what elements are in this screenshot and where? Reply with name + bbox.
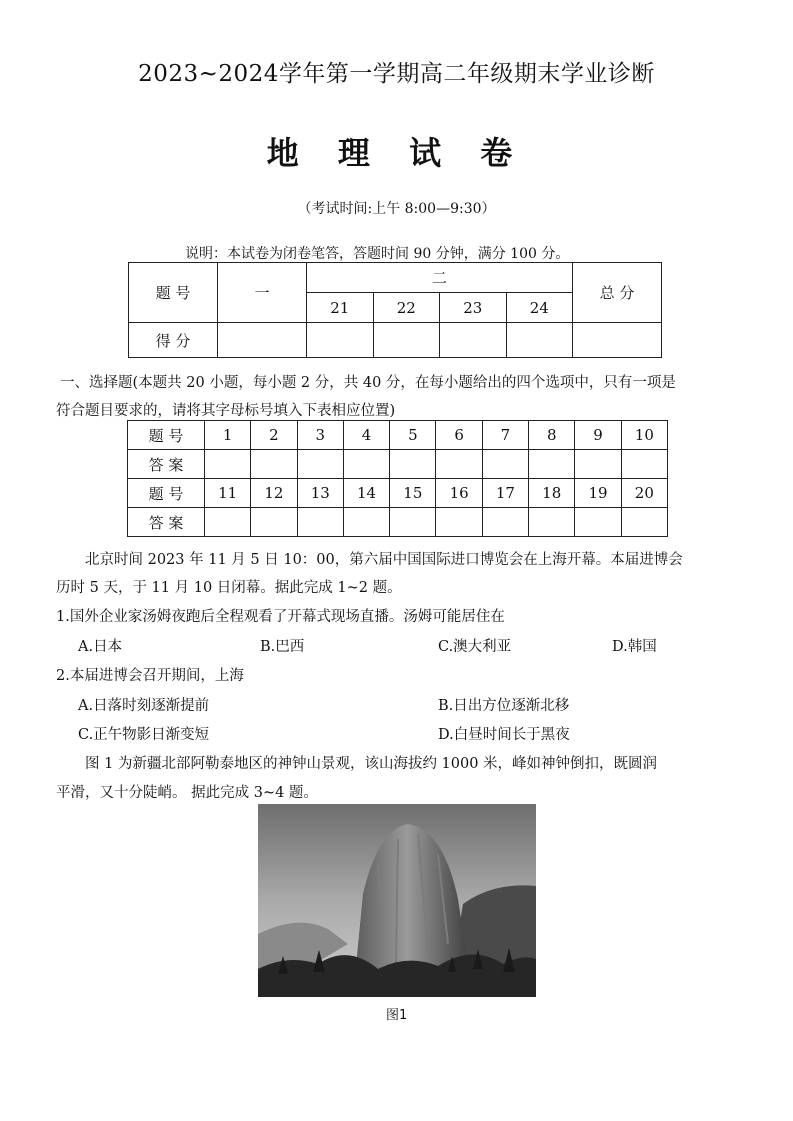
answer-label-answer: 答 案	[128, 450, 205, 479]
answer-label-number: 题 号	[128, 421, 205, 450]
score-label-score: 得 分	[129, 323, 218, 358]
answer-number: 19	[575, 479, 621, 508]
answer-cell[interactable]	[297, 508, 343, 537]
answer-cell[interactable]	[390, 450, 436, 479]
answer-number: 9	[575, 421, 621, 450]
answer-label-answer: 答 案	[128, 508, 205, 537]
answer-cell[interactable]	[343, 508, 389, 537]
answer-cell[interactable]	[575, 450, 621, 479]
answer-number: 18	[529, 479, 575, 508]
score-cell[interactable]	[307, 323, 374, 358]
q2-option-d[interactable]: D.白昼时间长于黑夜	[438, 727, 570, 743]
answer-number: 20	[621, 479, 667, 508]
score-table	[128, 262, 662, 358]
answer-number: 5	[390, 421, 436, 450]
answer-cell[interactable]	[529, 450, 575, 479]
section1-intro-line2: 符合题目要求的，请将其字母标号填入下表相应位置)	[56, 403, 396, 419]
section1-intro-line1: 一、选择题(本题共 20 小题，每小题 2 分，共 40 分，在每小题给出的四个选项中，只有一项是	[60, 375, 676, 391]
q1-option-b[interactable]: B.巴西	[260, 639, 305, 655]
answer-number: 13	[297, 479, 343, 508]
answer-number: 14	[343, 479, 389, 508]
q2-option-a[interactable]: A.日落时刻逐渐提前	[78, 698, 210, 714]
exam-note: 说明：本试卷为闭卷笔答，答题时间 90 分钟，满分 100 分。	[185, 246, 570, 262]
answer-cell[interactable]	[436, 450, 482, 479]
answer-cell[interactable]	[297, 450, 343, 479]
answer-cell[interactable]	[390, 508, 436, 537]
q2-option-c[interactable]: C.正午物影日渐变短	[78, 727, 210, 743]
q1-option-c[interactable]: C.澳大利亚	[438, 639, 512, 655]
answer-number: 15	[390, 479, 436, 508]
score-cell[interactable]	[440, 323, 507, 358]
subject-title: 地 理 试 卷	[266, 134, 527, 172]
answer-cell[interactable]	[482, 450, 528, 479]
score-cell[interactable]	[506, 323, 573, 358]
score-part2: 二	[307, 263, 573, 293]
q1-option-a[interactable]: A.日本	[78, 639, 123, 655]
q2-option-b[interactable]: B.日出方位逐渐北移	[438, 698, 570, 714]
q2-stem: 2.本届进博会召开期间，上海	[56, 668, 244, 684]
exam-title: 2023~2024学年第一学期高二年级期末学业诊断	[138, 61, 655, 87]
passage2-line2: 平滑，又十分陡峭。 据此完成 3~4 题。	[56, 785, 318, 801]
answer-number: 8	[529, 421, 575, 450]
answer-number: 3	[297, 421, 343, 450]
answer-cell[interactable]	[251, 450, 297, 479]
answer-cell[interactable]	[482, 508, 528, 537]
answer-number: 16	[436, 479, 482, 508]
answer-number: 11	[205, 479, 251, 508]
q1-option-d[interactable]: D.韩国	[612, 639, 657, 655]
answer-number: 7	[482, 421, 528, 450]
passage2-line1: 图 1 为新疆北部阿勒泰地区的神钟山景观，该山海拔约 1000 米，峰如神钟倒扣，既圆润	[85, 756, 658, 772]
answer-cell[interactable]	[436, 508, 482, 537]
answer-number: 6	[436, 421, 482, 450]
answer-cell[interactable]	[205, 508, 251, 537]
score-sub-23: 23	[440, 293, 507, 323]
answer-table	[127, 420, 668, 537]
score-label-number: 题 号	[129, 263, 218, 323]
score-total: 总 分	[573, 263, 662, 323]
score-sub-24: 24	[506, 293, 573, 323]
answer-cell[interactable]	[621, 508, 667, 537]
score-part1: 一	[218, 263, 307, 323]
answer-number: 12	[251, 479, 297, 508]
answer-cell[interactable]	[575, 508, 621, 537]
answer-number: 17	[482, 479, 528, 508]
score-sub-21: 21	[307, 293, 374, 323]
exam-time: （考试时间:上午 8:00—9:30）	[297, 201, 496, 217]
answer-cell[interactable]	[251, 508, 297, 537]
answer-number: 1	[205, 421, 251, 450]
answer-label-number: 题 号	[128, 479, 205, 508]
score-sub-22: 22	[373, 293, 440, 323]
answer-cell[interactable]	[343, 450, 389, 479]
passage1-line2: 历时 5 天，于 11 月 10 日闭幕。据此完成 1~2 题。	[56, 580, 402, 596]
score-cell[interactable]	[218, 323, 307, 358]
score-cell[interactable]	[373, 323, 440, 358]
answer-cell[interactable]	[205, 450, 251, 479]
answer-number: 10	[621, 421, 667, 450]
answer-number: 2	[251, 421, 297, 450]
answer-number: 4	[343, 421, 389, 450]
q1-stem: 1.国外企业家汤姆夜跑后全程观看了开幕式现场直播。汤姆可能居住在	[56, 609, 505, 625]
answer-cell[interactable]	[621, 450, 667, 479]
passage1-line1: 北京时间 2023 年 11 月 5 日 10：00，第六届中国国际进口博览会在上海开幕。本届进博会	[85, 552, 683, 568]
answer-cell[interactable]	[529, 508, 575, 537]
mountain-photo	[258, 804, 536, 997]
score-cell[interactable]	[573, 323, 662, 358]
figure-caption: 图1	[386, 1008, 408, 1023]
